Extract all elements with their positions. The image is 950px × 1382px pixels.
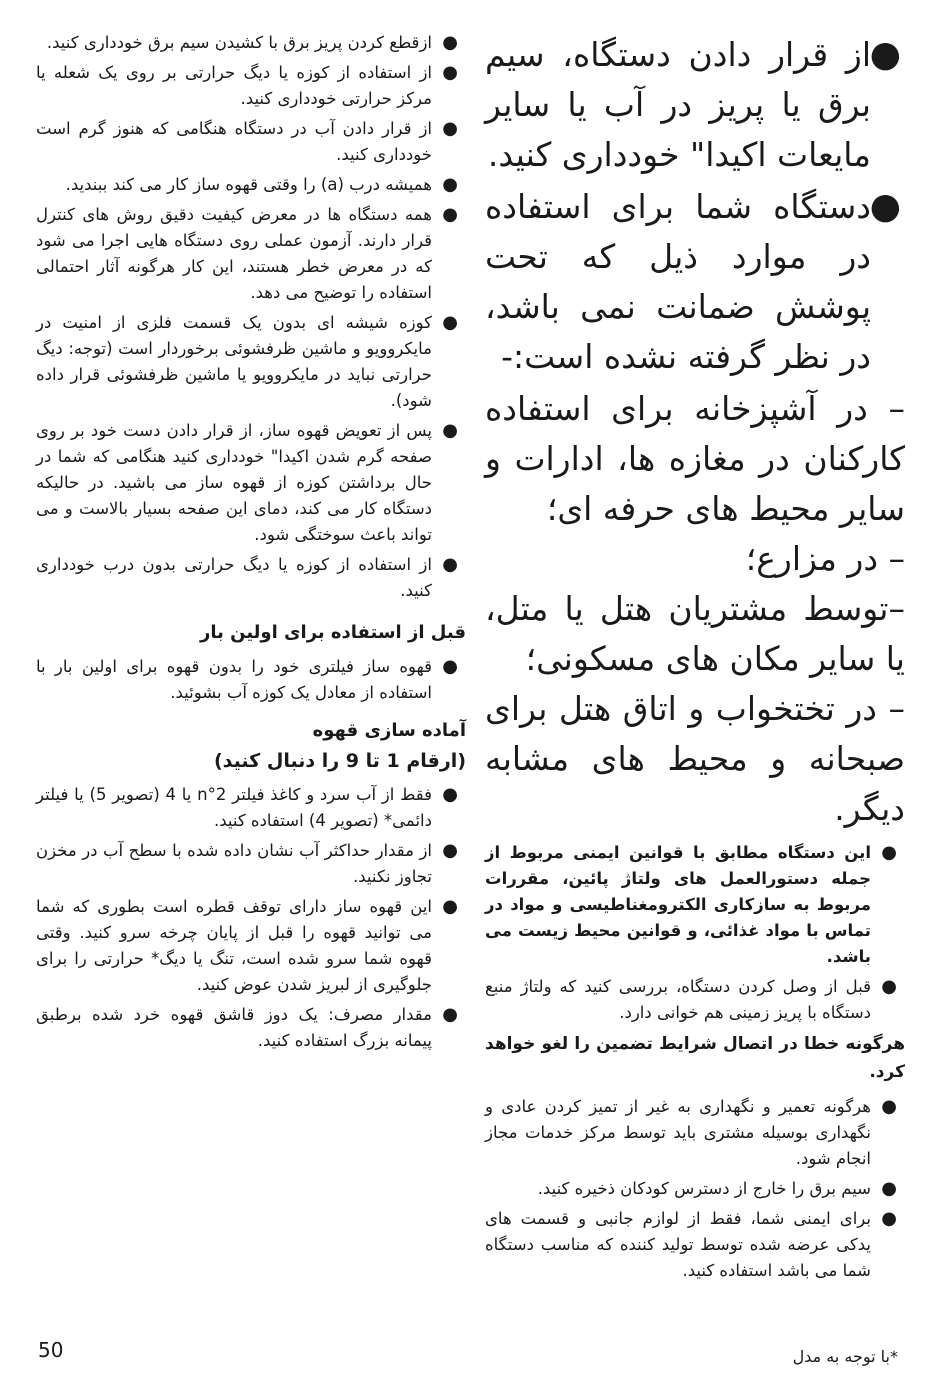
safety-list-large — [485, 30, 905, 382]
exclusion-item: –توسط مشتریان هتل یا متل، یا سایر مکان های مسکونی؛ — [485, 589, 905, 678]
list-item: ● از قرار دادن دستگاه، سیم برق یا پریز در آب یا سایر مایعات اکیدا" خودداری کنید. — [485, 30, 905, 180]
list-item: ● برای ایمنی شما، فقط از لوازم جانبی و قسمت های یدکی عرضه شده توسط تولید کننده که مناسب دستگاه شما می باشد استفاده کنید. — [485, 1208, 897, 1280]
left-column — [36, 30, 466, 1058]
bullet-icon: ● — [869, 34, 901, 75]
bullet-icon: ● — [881, 976, 897, 997]
list-item: ● از استفاده از کوزه یا دیگ حرارتی بر روی یک شعله یا مرکز حرارتی خودداری کنید. — [36, 62, 458, 108]
page-number: 50 — [38, 1338, 64, 1362]
list-item: ● از مقدار حداکثر آب نشان داده شده با سطح آب در مخزن تجاوز نکنید. — [36, 840, 458, 886]
list-item: ● همه دستگاه ها در معرض کیفیت دقیق روش های کنترل قرار دارند. آزمون عملی روی دستگاه هایی اجرا می شود که در معرض خطر هستند، این کار هرگونه آثار احتمالی استفاده را توضیح می دهد. — [36, 204, 458, 302]
first-use-list — [36, 654, 466, 706]
list-item: ● قهوه ساز فیلتری خود را بدون قهوه برای اولین بار با استفاده از معادل یک کوزه آب بشوئید. — [36, 656, 458, 702]
list-item: ● پس از تعویض قهوه ساز، از قرار دادن دست خود بر روی صفحه گرم شدن اکیدا" خودداری کنید هنگامی که شما در حال برداشتن کوزه از قهوه ساز می باشید. در حالیکه دستگاه کار می کند، دمای این صفحه بسیار بالاست و می تواند باعث سوختگی شود. — [36, 420, 458, 544]
bullet-icon: ● — [442, 118, 458, 139]
maintenance-list — [485, 1094, 905, 1284]
bullet-icon: ● — [442, 204, 458, 225]
list-item: ● این دستگاه مطابق با قوانین ایمنی مربوط از جمله دستورالعمل های ولتاژ پائین، مقررات مربوط به سازکاری الکترومغناطیسی و مواد در تماس با مواد غذائی، و قوانین محیط زیست می باشد. — [485, 842, 897, 966]
compliance-list — [485, 840, 905, 1026]
bullet-icon: ● — [442, 554, 458, 575]
list-item: ● سیم برق را خارج از دسترس کودکان ذخیره کنید. — [485, 1176, 905, 1202]
bullet-icon: ● — [442, 784, 458, 805]
right-column — [485, 30, 905, 1288]
bullet-icon: ● — [442, 896, 458, 917]
bullet-icon: ● — [442, 62, 458, 83]
list-item: ● ازقطع کردن پریز برق با کشیدن سیم برق خودداری کنید. — [36, 30, 466, 56]
list-item: ● همیشه درب (a) را وقتی قهوه ساز کار می کند ببندید. — [36, 172, 466, 198]
exclusion-item: – در آشپزخانه برای استفاده کارکنان در مغازه ها، ادارات و سایر محیط های حرفه ای؛ — [485, 389, 905, 528]
section-subtitle: (ارقام 1 تا 9 را دنبال کنید) — [214, 750, 466, 772]
bullet-icon: ● — [881, 1178, 897, 1199]
list-item: ● دستگاه شما برای استفاده در موارد ذیل که تحت پوشش ضمانت نمی باشد، در نظر گرفته نشده است:- — [485, 182, 905, 382]
exclusion-item: – در تختخواب و اتاق هتل برای صبحانه و محیط های مشابه دیگر. — [485, 689, 905, 828]
bullet-icon: ● — [869, 186, 901, 227]
list-item: ● قبل از وصل کردن دستگاه، بررسی کنید که ولتاژ منبع دستگاه با پریز زمینی هم خوانی دارد. — [485, 976, 897, 1022]
list-item: ● کوزه شیشه ای بدون یک قسمت فلزی از امنیت در مایکروویو و ماشین ظرفشوئی برخوردار است (توجه: دیگ حرارتی نباید در مایکروویو یا ماشین ظرفشوئی قرار داده شود). — [36, 312, 458, 410]
list-item: ● فقط از آب سرد و کاغذ فیلتر n°2 یا 4 (تصویر 5) یا فیلتر دائمی* (تصویر 4) استفاده کنید. — [36, 784, 458, 830]
bullet-icon: ● — [442, 1004, 458, 1025]
list-item: ● از قرار دادن آب در دستگاه هنگامی که هنوز گرم است خودداری کنید. — [36, 118, 458, 164]
section-title-coffee-prep: آماده سازی قهوه — [312, 720, 466, 741]
list-item: ● از استفاده از کوزه یا دیگ حرارتی بدون درب خودداری کنید. — [36, 554, 458, 600]
bullet-icon: ● — [442, 840, 458, 861]
bullet-icon: ● — [442, 420, 458, 441]
coffee-prep-list — [36, 782, 466, 1054]
bullet-icon: ● — [442, 656, 458, 677]
section-title-first-use: قبل از استفاده برای اولین بار — [199, 622, 466, 643]
bullet-icon: ● — [442, 32, 458, 53]
list-item: ● مقدار مصرف: یک دوز قاشق قهوه خرد شده برطبق پیمانه بزرگ استفاده کنید. — [36, 1004, 458, 1050]
exclusion-item: – در مزارع؛ — [745, 539, 905, 578]
bullet-icon: ● — [442, 312, 458, 333]
exclusion-list — [485, 384, 905, 834]
warranty-warning: هرگونه خطا در اتصال شرایط تضمین را لغو خواهد کرد. — [485, 1034, 905, 1082]
bullet-icon: ● — [881, 842, 897, 863]
bullet-icon: ● — [881, 1096, 897, 1117]
safety-list — [36, 30, 466, 604]
bullet-icon: ● — [442, 174, 458, 195]
list-item: ● هرگونه تعمیر و نگهداری به غیر از تمیز کردن عادی و نگهداری بوسیله مشتری باید توسط مرکز خدمات مجاز انجام شود. — [485, 1096, 897, 1168]
list-item: ● این قهوه ساز دارای توقف قطره است بطوری که شما می توانید قهوه را قبل از پایان چرخه سرو کنید. وقتی قهوه شما سرو شده است، تنگ یا دیگ* حرارتی را برای جلوگیری از لبریز شدن عوض کنید. — [36, 896, 458, 994]
bullet-icon: ● — [881, 1208, 897, 1229]
model-footnote: *با توجه به مدل — [792, 1347, 898, 1366]
